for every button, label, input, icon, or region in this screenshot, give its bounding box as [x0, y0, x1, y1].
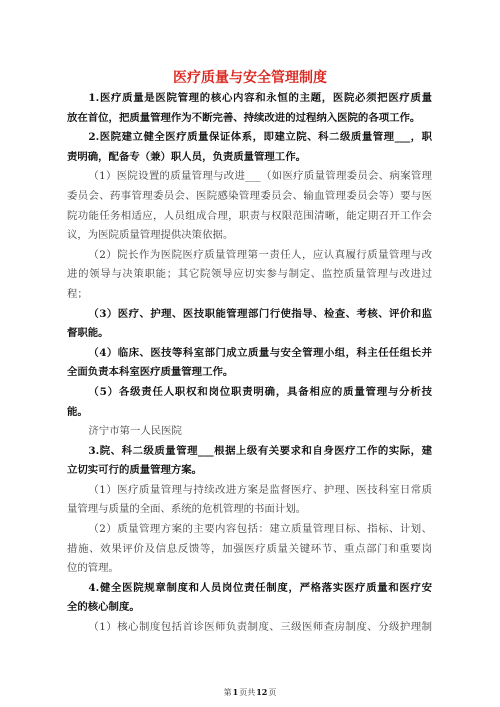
paragraph-line: （1）核心制度包括首诊医师负责制度、三级医师查房制度、分级护理制	[88, 621, 432, 634]
paragraph-line: 议，为医院质量管理提供决策依据。	[67, 229, 234, 242]
paragraph-line: 量管理与质量的全面、系统的危机管理的书面计划。	[67, 503, 306, 516]
clause-3-item-1	[67, 481, 432, 520]
page-footer	[0, 686, 500, 699]
paragraph-line: 放在首位，把质量管理作为不断完善、持续改进的过程纳入医院的各项工作。	[67, 111, 421, 124]
clause-2-item-3	[67, 305, 432, 344]
paragraph-line: 督职能。	[67, 327, 109, 340]
paragraph-line: 院功能任务相适应，人员组成合理，职责与权限范围清晰，能定期召开工作会	[67, 209, 432, 222]
paragraph-line: 责明确，配备专（兼）职人员，负责质量管理工作。	[67, 150, 306, 163]
paragraph-line: （1）医院设置的质量管理与改进___（如医疗质量管理委员会、病案管理	[88, 170, 432, 183]
paragraph-line: 程；	[67, 287, 88, 300]
paragraph-line: （5）各级责任人职权和岗位职责明确，具备相应的质量管理与分析技	[88, 385, 432, 398]
current-page-number: 1	[232, 687, 239, 697]
paragraph-line: 2.医院建立健全医疗质量保证体系，即建立院、科二级质量管理___，职	[88, 131, 432, 144]
paragraph-line: 3.院、科二级质量管理___根据上级有关要求和自身医疗工作的实际，建	[88, 444, 432, 457]
clause-3	[67, 442, 432, 481]
paragraph-line: 措施、效果评价及信息反馈等，加强医疗质量关键环节、重点部门和重要岗	[67, 542, 432, 555]
hospital-name	[67, 422, 432, 442]
paragraph-line: 4.健全医院规章制度和人员岗位责任制度，严格落实医疗质量和医疗安	[88, 581, 432, 594]
clause-2-item-1	[67, 167, 432, 245]
document-title: 医疗质量与安全管理制度	[173, 70, 327, 86]
paragraph-line: 位的管理。	[67, 562, 119, 575]
paragraph-line: 全的核心制度。	[67, 601, 140, 614]
clause-3-item-2	[67, 520, 432, 579]
paragraph-line: 进的领导与决策职能；其它院领导应切实参与制定、监控质量管理与改进过	[67, 268, 432, 281]
paragraph-line: 委员会、药事管理委员会、医院感染管理委员会、输血管理委员会等）要与医	[67, 189, 432, 202]
paragraph-line: （3）医疗、护理、医技职能管理部门行使指导、检查、考核、评价和监	[88, 307, 432, 320]
clause-4-item-1	[67, 618, 432, 638]
paragraph-line: 全面负责本科室医疗质量管理工作。	[67, 366, 234, 379]
clause-2-item-5	[67, 383, 432, 422]
footer-suffix: 页	[268, 688, 277, 697]
paragraph-line: （1）医疗质量管理与持续改进方案是监督医疗、护理、医技科室日常质	[88, 483, 432, 496]
total-pages-number: 12	[256, 687, 268, 697]
paragraph-line: 能。	[67, 405, 88, 418]
paragraph-line: 1.医疗质量是医院管理的核心内容和永恒的主题，医院必须把医疗质量	[88, 92, 432, 104]
clause-2-item-4	[67, 344, 432, 383]
paragraph-line: （4）临床、医技等科室部门成立质量与安全管理小组，科主任任组长并	[88, 346, 432, 359]
paragraph-line: （2）院长作为医院医疗质量管理第一责任人，应认真履行质量管理与改	[88, 248, 432, 261]
paragraph-line: 济宁市第一人民医院	[88, 425, 182, 438]
footer-middle: 页共	[239, 688, 256, 697]
footer-prefix: 第	[223, 688, 232, 697]
document-body	[67, 89, 432, 638]
clause-1	[67, 89, 432, 128]
clause-4	[67, 579, 432, 618]
paragraph-line: 立切实可行的质量管理方案。	[67, 464, 203, 477]
clause-2	[67, 128, 432, 167]
paragraph-line: （2）质量管理方案的主要内容包括：建立质量管理目标、指标、计划、	[88, 523, 432, 536]
clause-2-item-2	[67, 246, 432, 305]
